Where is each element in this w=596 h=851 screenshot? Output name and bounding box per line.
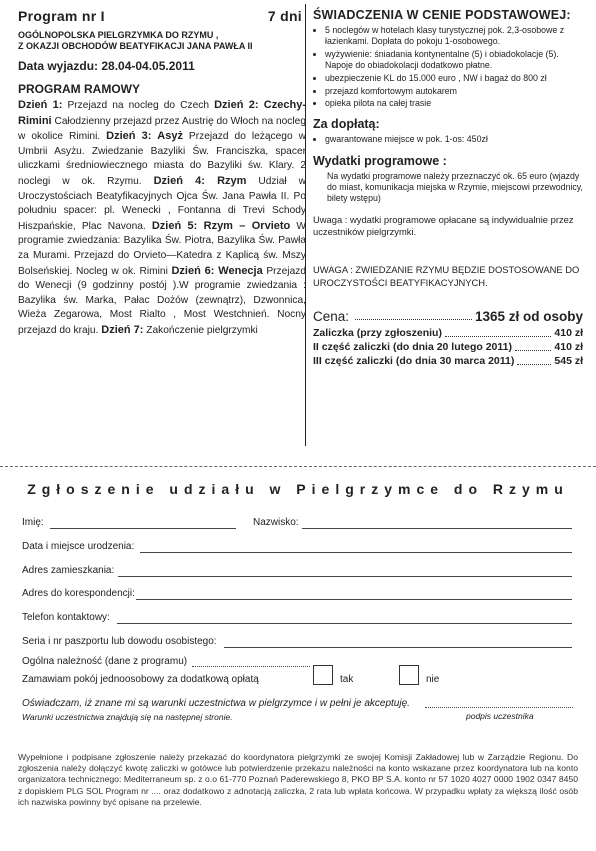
wydatki-heading: Wydatki programowe : (313, 153, 447, 168)
nie-checkbox[interactable] (399, 665, 419, 685)
column-divider (305, 4, 306, 446)
imie-label: Imię: (22, 517, 44, 528)
day-marker: Dzień 2: Czechy-Rimini (18, 99, 306, 127)
day-marker: Dzień 5: Rzym – Orvieto (151, 219, 291, 232)
cut-line (0, 466, 596, 467)
service-item: • ubezpieczenie KL do 15.000 euro , NW i bagaż do 800 zł (325, 73, 583, 84)
program-title: Program nr I (18, 8, 105, 24)
payment-row (313, 326, 583, 340)
form-title: Zgłoszenie udziału w Pielgrzymce do Rzymu (27, 481, 569, 497)
nazwisko-label: Nazwisko: (253, 517, 299, 528)
korespondencja-label: Adres do korespondencji: (22, 588, 135, 599)
uwaga-caps-note: UWAGA : ZWIEDZANIE RZYMU BĘDZIE DOSTOSOWANE DO UROCZYSTOŚCI BEATYFIKACYJNYCH. (313, 264, 580, 288)
doplata-list (313, 134, 583, 145)
program-days: 7 dni (267, 8, 302, 24)
signature-field[interactable] (425, 707, 573, 708)
podpis-label: podpis uczestnika (466, 711, 534, 721)
payment-dots (515, 340, 551, 351)
payment-value: 545 zł (554, 355, 583, 368)
payment-label: Zaliczka (przy zgłoszeniu) (313, 327, 442, 340)
wydatki-text: Na wydatki programowe należy przeznaczyć ok. 65 euro (wjazdy do miast, komunikacja miejska w Rzymie, miejscowi przewodnicy, bilety wstępu) (327, 170, 583, 204)
services-heading: ŚWIADCZENIA W CENIE PODSTAWOWEJ: (313, 8, 571, 22)
tak-label: tak (340, 674, 354, 685)
day-marker: Dzień 3: Asyż (106, 130, 183, 143)
paszport-label: Seria i nr paszportu lub dowodu osobistego: (22, 636, 217, 647)
day-description: Całodzienny przejazd przez Austrię do Włoch na nocleg w okolice Rimini. (18, 115, 306, 143)
day-description: Przejazd na nocleg do Czech (62, 100, 215, 111)
ramowy-text (18, 98, 306, 339)
warunki-note: Warunki uczestnictwa znajdują się na następnej stronie. (22, 712, 233, 722)
org-line-2: Z OKAZJI OBCHODÓW BEATYFIKACJI JANA PAWŁA II (18, 41, 253, 51)
uwaga-note: Uwaga : wydatki programowe opłacane są indywidualnie przez uczestników pielgrzymki. (313, 214, 574, 238)
program-header (18, 8, 306, 24)
day-description: Przejazd do leżącego w Umbrii Asyżu. Zwiedzanie Bazyliki Św. Franciszka, spacer uliczkami średniowiecznego miasta do Bazyliki św. Klary. 2 noclegi w ok. Rzymu. (18, 131, 306, 187)
paszport-field[interactable] (224, 647, 572, 648)
price-dots (355, 309, 472, 320)
service-item: • 5 noclegów w hotelach klasy turystycznej pok. 2,3-osobowe z łazienkami. Dopłata do pokoju 1-osobowego. (325, 25, 583, 47)
service-item: • przejazd komfortowym autokarem (325, 86, 583, 97)
payment-label: II część zaliczki (do dnia 20 lutego 2011) (313, 341, 512, 354)
day-marker: Dzień 7: (101, 323, 144, 336)
ramowy-heading: PROGRAM RAMOWY (18, 82, 140, 96)
day-marker: Dzień 4: Rzym (153, 174, 247, 187)
price-value: 1365 zł od osoby (474, 309, 583, 325)
naleznosc-label: Ogólna należność (dane z programu) (22, 656, 188, 667)
telefon-field[interactable] (117, 623, 572, 624)
nie-label: nie (426, 674, 440, 685)
org-line-1: OGÓLNOPOLSKA PIELGRZYMKA DO RZYMU , (18, 30, 219, 40)
program-column (18, 8, 306, 339)
services-column (313, 8, 583, 368)
pokoj-label: Zamawiam pokój jednoosobowy za dodatkową opłatą (22, 674, 259, 685)
service-item: • wyżywienie: śniadania kontynentalne (5) i obiadokolacje (5). Napoje do obiadokolacji dodatkowo płatne. (325, 49, 583, 71)
day-marker: Dzień 6: Wenecja (171, 264, 263, 277)
price-label: Cena: (313, 309, 350, 325)
payment-row (313, 354, 583, 368)
price-line (313, 309, 583, 324)
payment-value: 410 zł (554, 341, 583, 354)
departure-date: Data wyjazdu: 28.04-04.05.2011 (18, 59, 195, 73)
naleznosc-field[interactable] (192, 666, 310, 667)
adres-field[interactable] (118, 576, 572, 577)
doplata-heading: Za dopłatą: (313, 117, 380, 132)
payment-dots (517, 354, 551, 365)
payments-list (313, 326, 583, 368)
day-description: Udział w Uroczystościach Beatyfikacyjnych Ojca Św. Jana Pawła II. Po południu spacer: pl. Wenecki , Fontanna di Trevi Schody Hiszpańskie, Plac Navona. (18, 175, 306, 232)
payment-value: 410 zł (554, 327, 583, 340)
day-marker: Dzień 1: (18, 99, 63, 111)
services-list (313, 25, 583, 109)
day-description: Przejazd do Wenecji (9 godzinny postój ).W programie zwiedzania : Bazylika św. Marka, Pałac Dożów (zewnątrz), Dzwonnica, Wieża Zegarowa, Most Rialto , Most Westchnień. Nocny przejazd do kraju. (18, 265, 306, 336)
organizer-info (18, 30, 306, 52)
doplata-item: • gwarantowane miejsce w pok. 1-os: 450zł (325, 134, 583, 145)
telefon-label: Telefon kontaktowy: (22, 612, 110, 623)
urodzenie-field[interactable] (140, 552, 572, 553)
payment-row (313, 340, 583, 354)
day-description: Zakończenie pielgrzymki (143, 324, 258, 336)
footer-instructions: Wypełnione i podpisane zgłoszenie należy przekazać do koordynatora pielgrzymki ze swojej Komisji Zakładowej lub w Zarządzie Regionu. Do zgłoszenia należy dołączyć kwotę zaliczki w gotówce lub potwierdzenie przekazu należności na konto wskazane przez koordynatora lub na konto organizatora technicznego: Mediterraneum sp. z o.o 61-770 Poznań Paderewskiego 8, PKO BP S.A. konto nr 57 1020 4027 0000 1902 0347 8450 z dopiskiem PLG SOL Program nr .... oraz dodatkowo z adnotacją zaliczka, 2 rata lub wpłata końcowa. W przypadku wpłaty za większą ilość osób ich nazwiska powinny być opisane na przelewie. (18, 752, 578, 807)
nazwisko-field[interactable] (302, 528, 572, 529)
payment-dots (445, 326, 551, 337)
service-item: • opieka pilota na całej trasie (325, 98, 583, 109)
urodzenie-label: Data i miejsce urodzenia: (22, 541, 135, 552)
oswiadczenie-text: Oświadczam, iż znane mi są warunki uczestnictwa w pielgrzymce i w pełni je akceptuję. (22, 698, 410, 709)
imie-field[interactable] (50, 528, 236, 529)
payment-label: III część zaliczki (do dnia 30 marca 2011) (313, 355, 515, 368)
korespondencja-field[interactable] (136, 599, 572, 600)
tak-checkbox[interactable] (313, 665, 333, 685)
adres-label: Adres zamieszkania: (22, 565, 115, 576)
day-description: W programie zwiedzania: Bazylika Św. Piotra, Bazylika Św. Pawła za Murami. Przejazd do Orvieto—Katedra z Kaplicą św. Mszy Bolseńskiej. Nocleg w ok. Rimini (18, 220, 306, 277)
